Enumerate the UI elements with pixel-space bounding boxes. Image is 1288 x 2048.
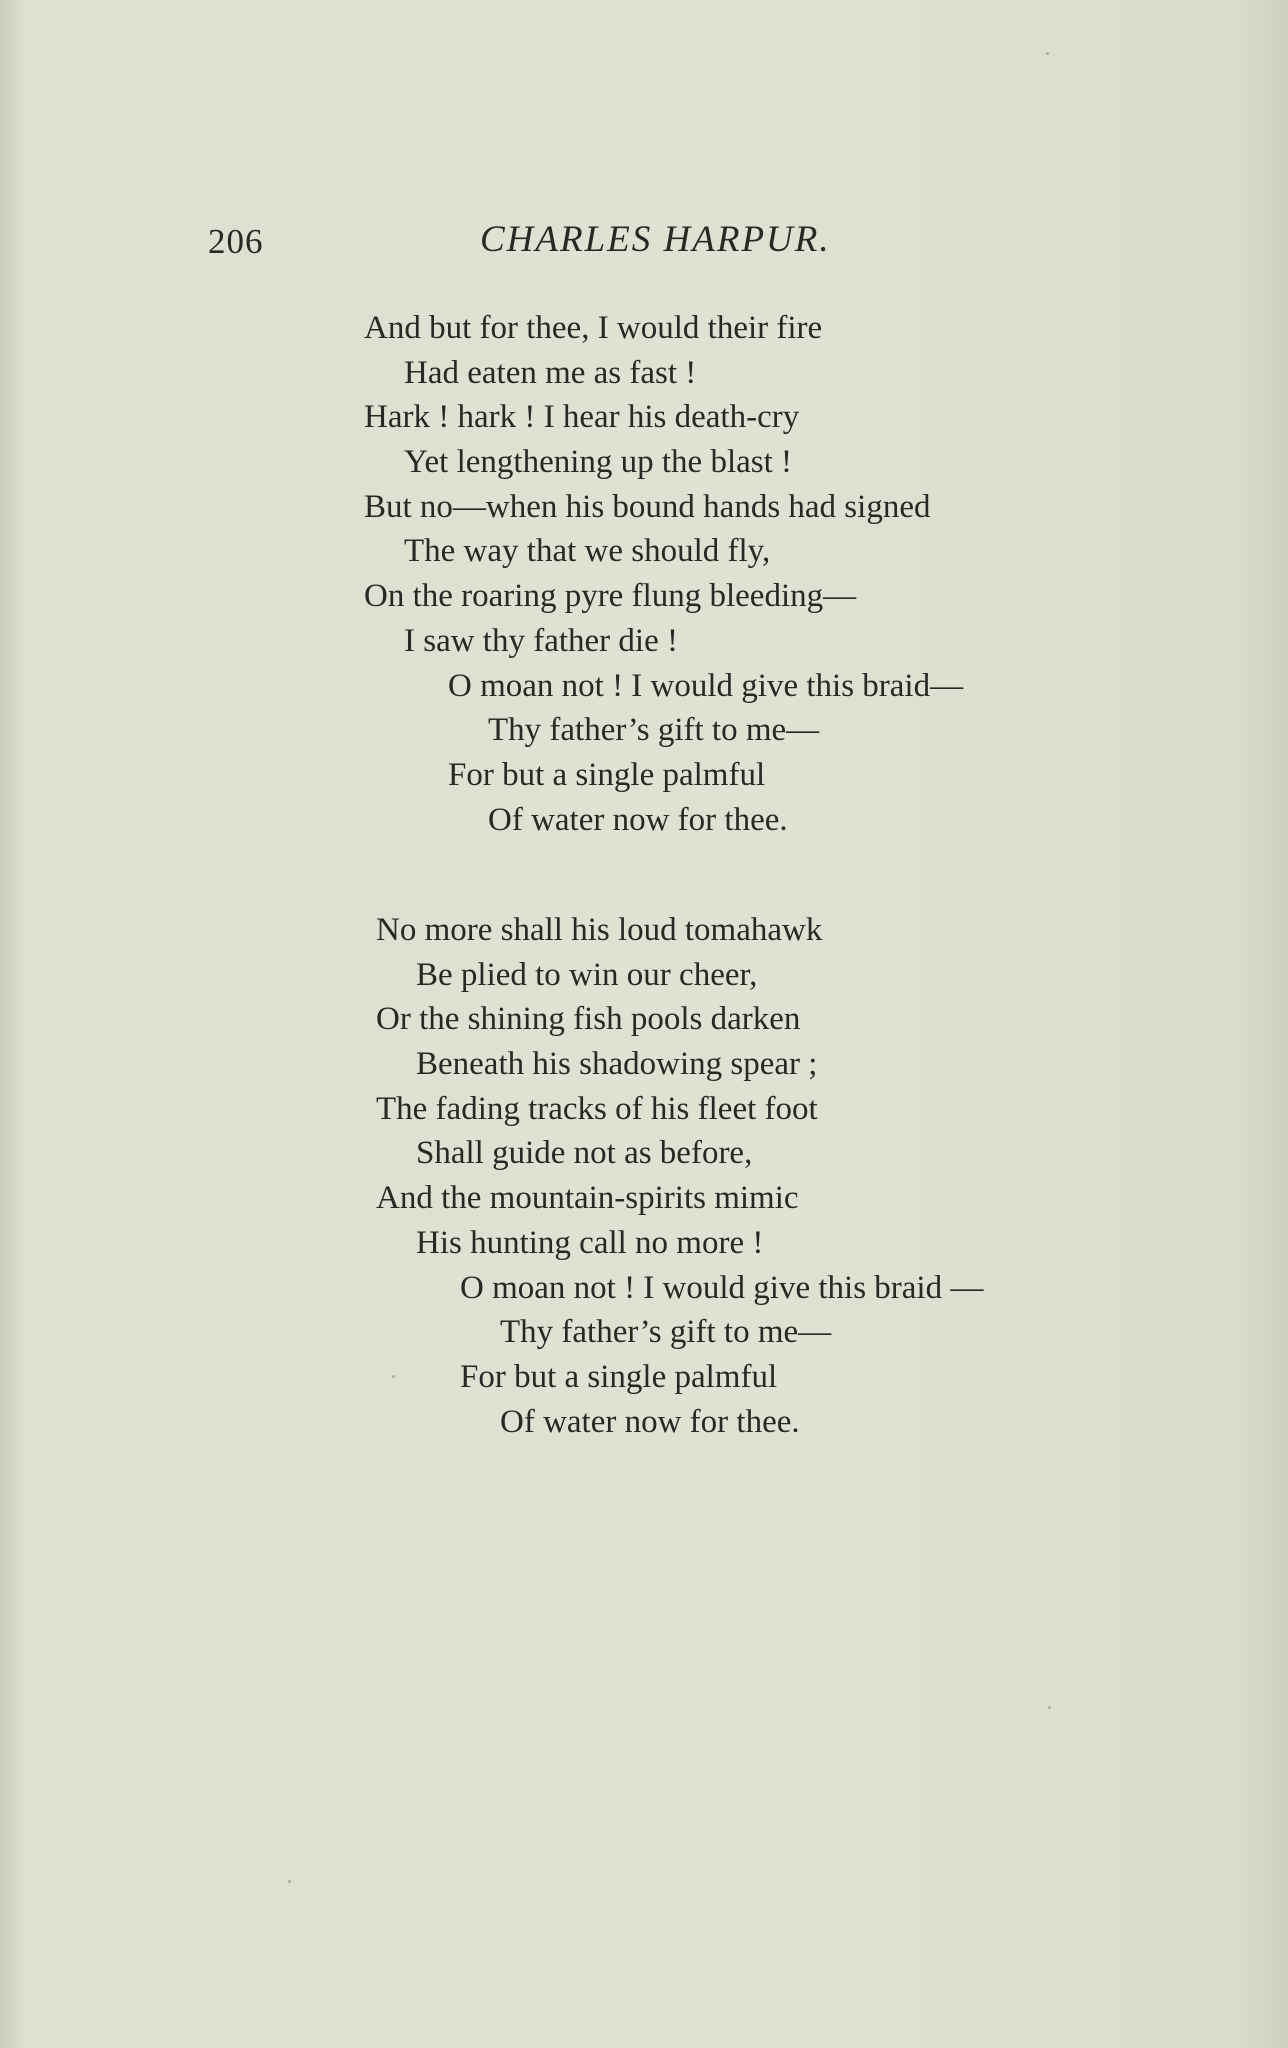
- poem-line: Thy father’s gift to me—: [488, 712, 820, 749]
- poem-line: For but a single palmful: [448, 756, 766, 793]
- paper-speck: [288, 1880, 291, 1883]
- poem-line: O moan not ! I would give this braid —: [460, 1269, 984, 1306]
- page-gutter-shadow: [0, 0, 26, 2048]
- poem-line: Or the shining fish pools darken: [376, 1001, 801, 1038]
- poem-line: Thy father’s gift to me—: [500, 1314, 832, 1351]
- poem-line: And the mountain-spirits mimic: [376, 1180, 799, 1217]
- stanza: [376, 908, 983, 1444]
- poem-line: For but a single palmful: [460, 1358, 778, 1395]
- poem-line: His hunting call no more !: [416, 1224, 764, 1261]
- poem-line: The way that we should fly,: [404, 533, 771, 570]
- paper-speck: [392, 1375, 395, 1378]
- stanza: [364, 306, 963, 842]
- page-number: 206: [208, 222, 264, 261]
- poem-line: I saw thy father die !: [404, 622, 678, 659]
- paper-speck: [1048, 1706, 1051, 1709]
- poem-line: Of water now for thee.: [488, 801, 788, 838]
- poem-line: The fading tracks of his fleet foot: [376, 1090, 818, 1127]
- poem-line: Be plied to win our cheer,: [416, 956, 758, 993]
- poem-line: Beneath his shadowing spear ;: [416, 1046, 818, 1083]
- poem-line: Of water now for thee.: [500, 1403, 800, 1440]
- poem-line: Yet lengthening up the blast !: [404, 444, 793, 481]
- poem-line: O moan not ! I would give this braid—: [448, 667, 964, 704]
- poem-line: And but for thee, I would their fire: [364, 310, 823, 346]
- poem-line: Hark ! hark ! I hear his death-cry: [364, 399, 800, 436]
- poem-line: On the roaring pyre flung bleeding—: [364, 578, 857, 615]
- poem-line: Shall guide not as before,: [416, 1135, 753, 1172]
- paper-speck: [1046, 52, 1049, 55]
- running-title: CHARLES HARPUR.: [480, 219, 831, 260]
- poem-line: Had eaten me as fast !: [404, 354, 697, 391]
- poem-line: No more shall his loud tomahawk: [376, 912, 823, 948]
- poem-line: But no—when his bound hands had signed: [364, 488, 931, 525]
